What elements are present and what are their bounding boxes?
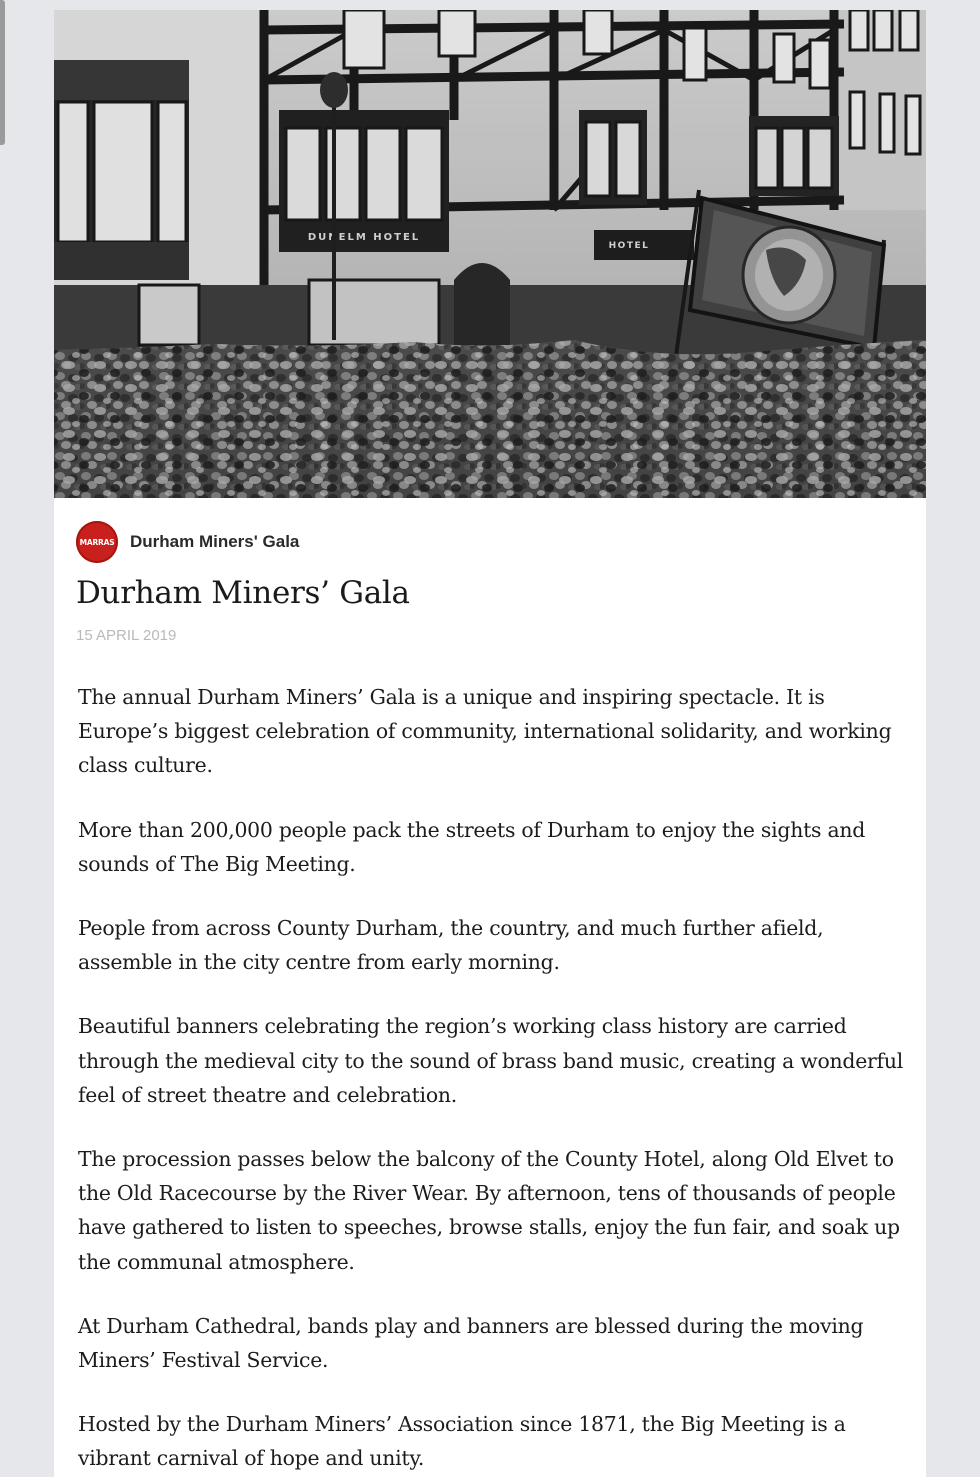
scroll-indicator[interactable]	[0, 0, 5, 145]
post-date: 15 APRIL 2019	[76, 627, 177, 644]
post-paragraph: The procession passes below the balcony of the County Hotel, along Old Elvet to the Old Racecourse by the River Wear. By afternoon, tens of thousands of people have gathered to listen to speeches, browse stalls, enjoy the fun fair, and soak up the communal atmosphere.	[78, 1147, 900, 1274]
post-paragraph: Beautiful banners celebrating the region’s working class history are carried through the medieval city to the sound of brass band music, creating a wonderful feel of street theatre and celebration.	[78, 1014, 903, 1107]
author-avatar-text: MARRAS	[79, 537, 115, 547]
post-card	[54, 10, 926, 1477]
hero-sign-left: DUNELM HOTEL	[307, 232, 421, 243]
post-paragraph: People from across County Durham, the country, and much further afield, assemble in the city centre from early morning.	[78, 916, 824, 975]
post-body	[78, 680, 918, 1477]
author-row[interactable]	[76, 521, 299, 563]
author-name[interactable]: Durham Miners' Gala	[130, 532, 300, 551]
post-paragraph: Hosted by the Durham Miners’ Association since 1871, the Big Meeting is a vibrant carnival of hope and unity.	[78, 1412, 846, 1471]
post-title: Durham Miners’ Gala	[76, 575, 410, 611]
post-paragraph: The annual Durham Miners’ Gala is a unique and inspiring spectacle. It is Europe’s biggest celebration of community, international solidarity, and working class culture.	[78, 685, 892, 778]
post-paragraph: At Durham Cathedral, bands play and banners are blessed during the moving Miners’ Festival Service.	[78, 1313, 864, 1373]
author-avatar[interactable]	[76, 521, 118, 563]
hero-image[interactable]	[54, 10, 926, 498]
hero-sign-right: HOTEL	[608, 241, 650, 251]
post-paragraph: More than 200,000 people pack the streets of Durham to enjoy the sights and sounds of The Big Meeting.	[78, 817, 866, 876]
